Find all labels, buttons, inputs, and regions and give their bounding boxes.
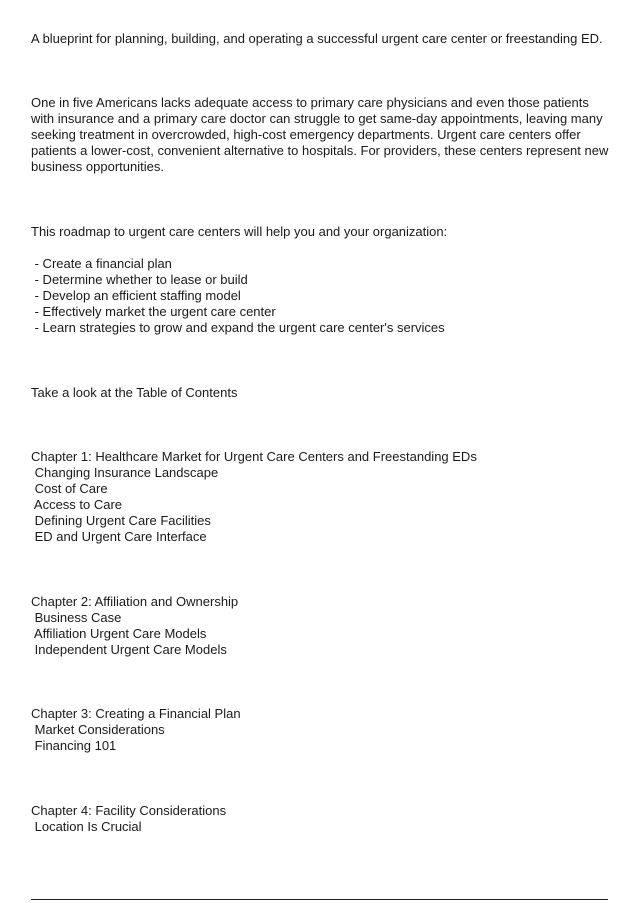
chapter-section: Affiliation Urgent Care Models bbox=[31, 626, 207, 641]
paragraph-line: seeking treatment in overcrowded, high-cost emergency departments. Urgent care centers offer bbox=[31, 127, 581, 142]
chapter-4 bbox=[31, 803, 226, 835]
paragraph-line: patients a lower-cost, convenient alternative to hospitals. For providers, these centers represent new bbox=[31, 143, 609, 158]
chapter-section: Business Case bbox=[31, 610, 122, 625]
chapter-section: Location Is Crucial bbox=[31, 819, 142, 834]
chapter-title: Chapter 4: Facility Considerations bbox=[31, 803, 227, 818]
chapter-section: Independent Urgent Care Models bbox=[31, 642, 227, 657]
chapter-3 bbox=[31, 706, 241, 754]
chapter-section: Changing Insurance Landscape bbox=[31, 465, 219, 480]
chapter-title: Chapter 2: Affiliation and Ownership bbox=[31, 594, 239, 609]
benefits-list bbox=[31, 256, 445, 336]
chapter-title: Chapter 1: Healthcare Market for Urgent Care Centers and Freestanding EDs bbox=[31, 449, 477, 464]
paragraph-line: One in five Americans lacks adequate access to primary care physicians and even those patients bbox=[31, 95, 589, 110]
page-divider bbox=[31, 899, 608, 900]
paragraph-line: business opportunities. bbox=[31, 159, 164, 174]
paragraph-line: with insurance and a primary care doctor can struggle to get same-day appointments, leaving many bbox=[31, 111, 603, 126]
chapter-section: ED and Urgent Care Interface bbox=[31, 529, 207, 544]
chapter-section: Access to Care bbox=[31, 497, 123, 512]
chapter-2 bbox=[31, 594, 238, 658]
roadmap-intro: This roadmap to urgent care centers will help you and your organization: bbox=[31, 224, 448, 239]
chapter-title: Chapter 3: Creating a Financial Plan bbox=[31, 706, 241, 721]
chapter-section: Financing 101 bbox=[31, 738, 117, 753]
list-item: - Create a financial plan bbox=[31, 256, 172, 271]
list-item: - Learn strategies to grow and expand the urgent care center's services bbox=[31, 320, 445, 335]
chapter-section: Market Considerations bbox=[31, 722, 165, 737]
overview-paragraph bbox=[31, 95, 611, 175]
list-item: - Effectively market the urgent care center bbox=[31, 304, 276, 319]
toc-intro: Take a look at the Table of Contents bbox=[31, 385, 238, 400]
chapter-section: Defining Urgent Care Facilities bbox=[31, 513, 211, 528]
list-item: - Develop an efficient staffing model bbox=[31, 288, 241, 303]
chapter-1 bbox=[31, 449, 477, 545]
list-item: - Determine whether to lease or build bbox=[31, 272, 248, 287]
intro-text: A blueprint for planning, building, and operating a successful urgent care center or freestanding ED. bbox=[31, 31, 603, 46]
chapter-section: Cost of Care bbox=[31, 481, 108, 496]
